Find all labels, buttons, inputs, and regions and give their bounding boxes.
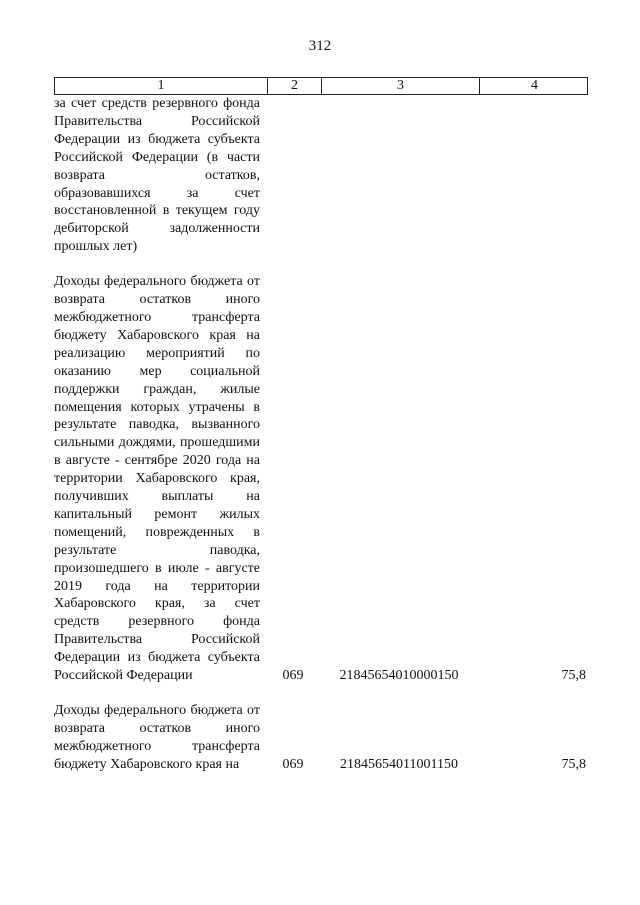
- row-description: Доходы федерального бюджета от возврата остатков иного межбюджетного трансферта бюджету Хабаровского края на: [54, 703, 260, 772]
- header-col-1: 1: [157, 78, 165, 93]
- header-col-2: 2: [267, 78, 321, 94]
- row-amount: 75,8: [561, 668, 586, 684]
- row-kbk: 21845654011001150: [340, 756, 458, 772]
- header-col-4: 4: [479, 78, 589, 94]
- table-row: [54, 702, 588, 774]
- page-number: 312: [308, 38, 332, 54]
- row-description: Доходы федерального бюджета от возврата остатков иного межбюджетного трансферта бюджету Хабаровского края на реализацию мероприятий по оказанию мер социальной поддержки граждан, жилые помещения которых утрачены в результате паводка, вызванного сильными дождями, прошедшими в августе - сентябре 2020 года на территории Хабаровского края, получивших выплаты на капитальный ремонт жилых помещений, поврежденных в результате паводка, произошедшего в июле - августе 2019 года на территории Хабаровского края, за счет средств резервного фонда Правительства Российской Федерации из бюджета субъекта Российской Федерации: [54, 274, 260, 684]
- row-description: за счет средств резервного фонда Правительства Российской Федерации из бюджета субъекта Российской Федерации (в части возврата остатков, образовавшихся за счет восстановленной в текущем году дебиторской задолженности прошлых лет): [54, 96, 260, 255]
- table-row: [54, 95, 588, 256]
- row-amount: 75,8: [561, 756, 586, 772]
- header-col-3: 3: [321, 78, 479, 94]
- budget-table: [54, 77, 588, 774]
- row-kbk: 21845654010000150: [339, 668, 459, 684]
- table-header: [54, 77, 588, 95]
- table-row: [54, 273, 588, 685]
- row-code: 069: [282, 756, 304, 772]
- row-code: 069: [282, 668, 304, 684]
